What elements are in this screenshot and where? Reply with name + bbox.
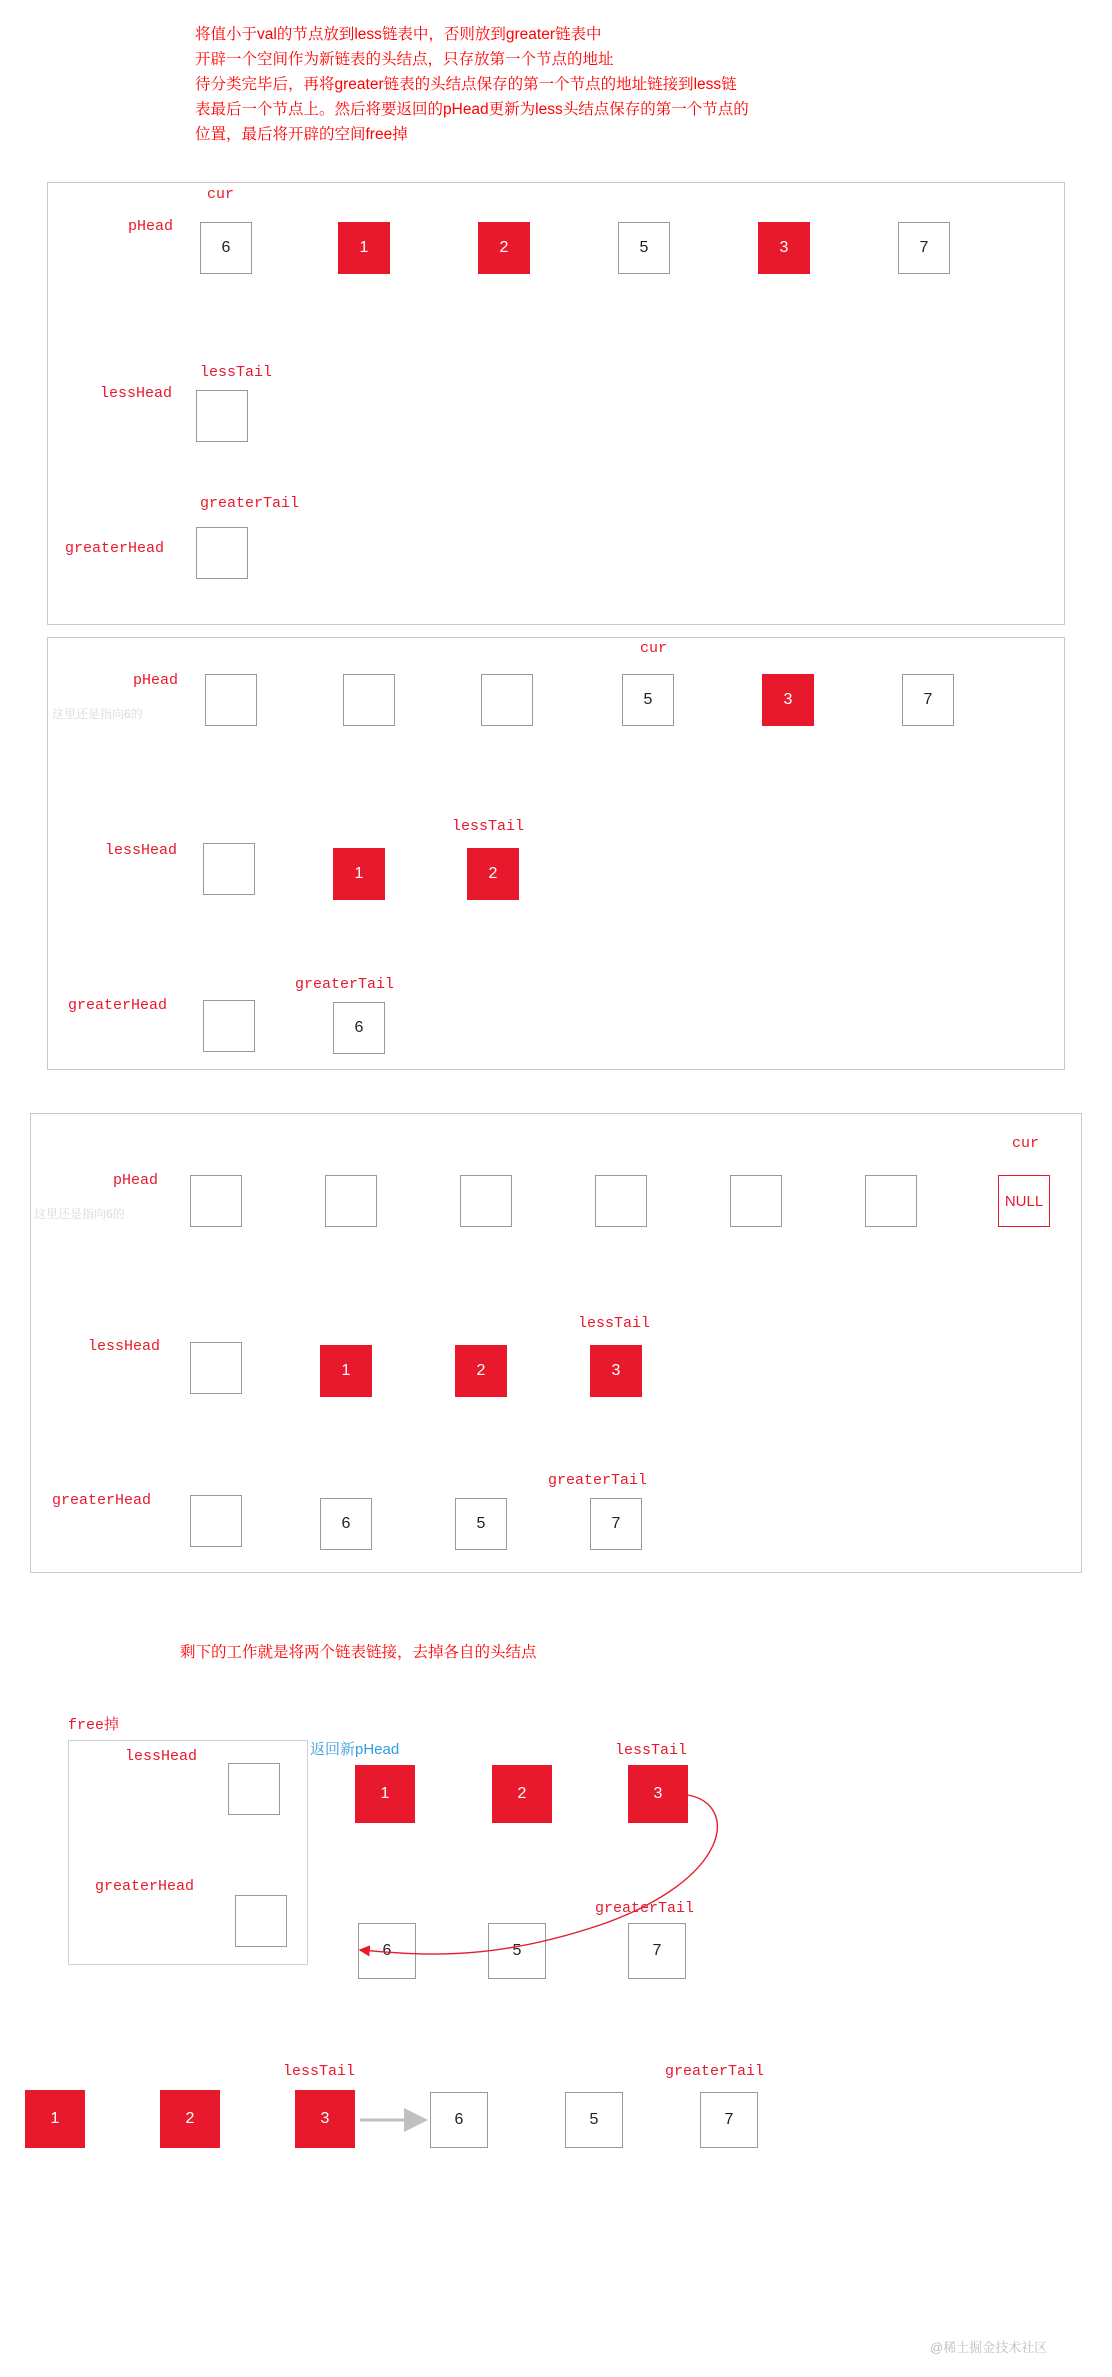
- stage3-greater-node-3: 7: [590, 1498, 642, 1550]
- stage2-list-node-2: [481, 674, 533, 726]
- stage3-ghost-note: 这里还是指向6的: [34, 1207, 125, 1221]
- stage1-list-node-3: 5: [618, 222, 670, 274]
- stage2-list-node-0: [205, 674, 257, 726]
- note-line-2: 开辟一个空间作为新链表的头结点，只存放第一个节点的地址: [195, 51, 614, 68]
- stage1-greatertail-label: greaterTail: [200, 495, 300, 512]
- stage3-less-node-0: [190, 1342, 242, 1394]
- stage1-lesshead-label: lessHead: [100, 385, 173, 402]
- stage3-list-node-1: [325, 1175, 377, 1227]
- note-middle: 剩下的工作就是将两个链表链接，去掉各自的头结点: [180, 1644, 537, 1661]
- stage1-greaterhead-node: [196, 527, 248, 579]
- stage3-greaterhead-label: greaterHead: [52, 1492, 152, 1509]
- stage3-less-node-2: 2: [455, 1345, 507, 1397]
- stage3-list-node-4: [730, 1175, 782, 1227]
- note-line-3: 待分类完毕后，再将greater链表的头结点保存的第一个节点的地址链接到less链: [195, 76, 737, 93]
- stage2-list-node-4: 3: [762, 674, 814, 726]
- stage1-lesshead-node: [196, 390, 248, 442]
- stage4-lesstail-label: lessTail: [615, 1742, 688, 1759]
- stage3-phead-label: pHead: [113, 1172, 159, 1189]
- stage3-greatertail-label: greaterTail: [548, 1472, 648, 1489]
- stage2-greater-node-0: [203, 1000, 255, 1052]
- stage3-list-node-3: [595, 1175, 647, 1227]
- stage3-greater-node-2: 5: [455, 1498, 507, 1550]
- stage1-lesstail-label: lessTail: [200, 364, 273, 381]
- stage1-list-node-1: 1: [338, 222, 390, 274]
- stage3-cur-label: cur: [1012, 1135, 1040, 1152]
- stage4-lesshead-node: [228, 1763, 280, 1815]
- stage1-phead-label: pHead: [128, 218, 174, 235]
- stage2-list-node-5: 7: [902, 674, 954, 726]
- stage2-greater-node-1: 6: [333, 1002, 385, 1054]
- stage4-greaterhead-node: [235, 1895, 287, 1947]
- stage5-node-2: 3: [295, 2090, 355, 2148]
- stage3-less-node-3: 3: [590, 1345, 642, 1397]
- note-line-4: 表最后一个节点上。然后将要返回的pHead更新为less头结点保存的第一个节点的: [195, 101, 749, 118]
- note-line-5: 位置，最后将开辟的空间free掉: [195, 126, 408, 143]
- stage2-cur-label: cur: [640, 640, 668, 657]
- watermark: @稀土掘金技术社区: [930, 2340, 1048, 2355]
- stage5-lesstail-label: lessTail: [283, 2063, 356, 2080]
- stage2-list-node-1: [343, 674, 395, 726]
- free-label: free掉: [68, 1717, 120, 1734]
- stage2-greaterhead-label: greaterHead: [68, 997, 168, 1014]
- stage4-greaterhead-label: greaterHead: [95, 1878, 195, 1895]
- note-line-1: 将值小于val的节点放到less链表中，否则放到greater链表中: [195, 26, 602, 43]
- stage2-lesshead-label: lessHead: [105, 842, 178, 859]
- stage5-node-5: 7: [700, 2092, 758, 2148]
- stage3-greater-node-0: [190, 1495, 242, 1547]
- stage3-list-node-0: [190, 1175, 242, 1227]
- stage4-greater-node-2: 5: [488, 1923, 546, 1979]
- stage1-list-node-5: 7: [898, 222, 950, 274]
- stage1-list-node-4: 3: [758, 222, 810, 274]
- stage3-lesstail-label: lessTail: [578, 1315, 651, 1332]
- stage5-node-1: 2: [160, 2090, 220, 2148]
- stage3-list-node-2: [460, 1175, 512, 1227]
- stage5-node-0: 1: [25, 2090, 85, 2148]
- stage5-greatertail-label: greaterTail: [665, 2063, 765, 2080]
- stage4-greater-node-3: 7: [628, 1923, 686, 1979]
- stage3-less-node-1: 1: [320, 1345, 372, 1397]
- stage3-lesshead-label: lessHead: [88, 1338, 161, 1355]
- stage2-less-node-1: 1: [333, 848, 385, 900]
- stage2-greatertail-label: greaterTail: [295, 976, 395, 993]
- stage3-greater-node-1: 6: [320, 1498, 372, 1550]
- stage4-greatertail-label: greaterTail: [595, 1900, 695, 1917]
- stage5-node-3: 6: [430, 2092, 488, 2148]
- stage1-cur-label: cur: [207, 186, 235, 203]
- stage2-lesstail-label: lessTail: [452, 818, 525, 835]
- stage2-list-node-3: 5: [622, 674, 674, 726]
- stage4-less-node-2: 2: [492, 1765, 552, 1823]
- stage2-ghost-note: 这里还是指向6的: [52, 707, 143, 721]
- stage1-list-node-0: 6: [200, 222, 252, 274]
- stage4-lesshead-label: lessHead: [125, 1748, 198, 1765]
- stage4-greater-node-1: 6: [358, 1923, 416, 1979]
- stage1-greaterhead-label: greaterHead: [65, 540, 165, 557]
- return-new-phead-label: 返回新pHead: [310, 1741, 400, 1758]
- stage2-less-node-2: 2: [467, 848, 519, 900]
- stage4-less-node-3: 3: [628, 1765, 688, 1823]
- stage1-list-node-2: 2: [478, 222, 530, 274]
- stage2-phead-label: pHead: [133, 672, 179, 689]
- stage3-list-node-5: [865, 1175, 917, 1227]
- stage2-less-node-0: [203, 843, 255, 895]
- stage5-node-4: 5: [565, 2092, 623, 2148]
- stage4-less-node-1: 1: [355, 1765, 415, 1823]
- stage3-list-node-null: NULL: [998, 1175, 1050, 1227]
- stage3-panel: [30, 1113, 1082, 1573]
